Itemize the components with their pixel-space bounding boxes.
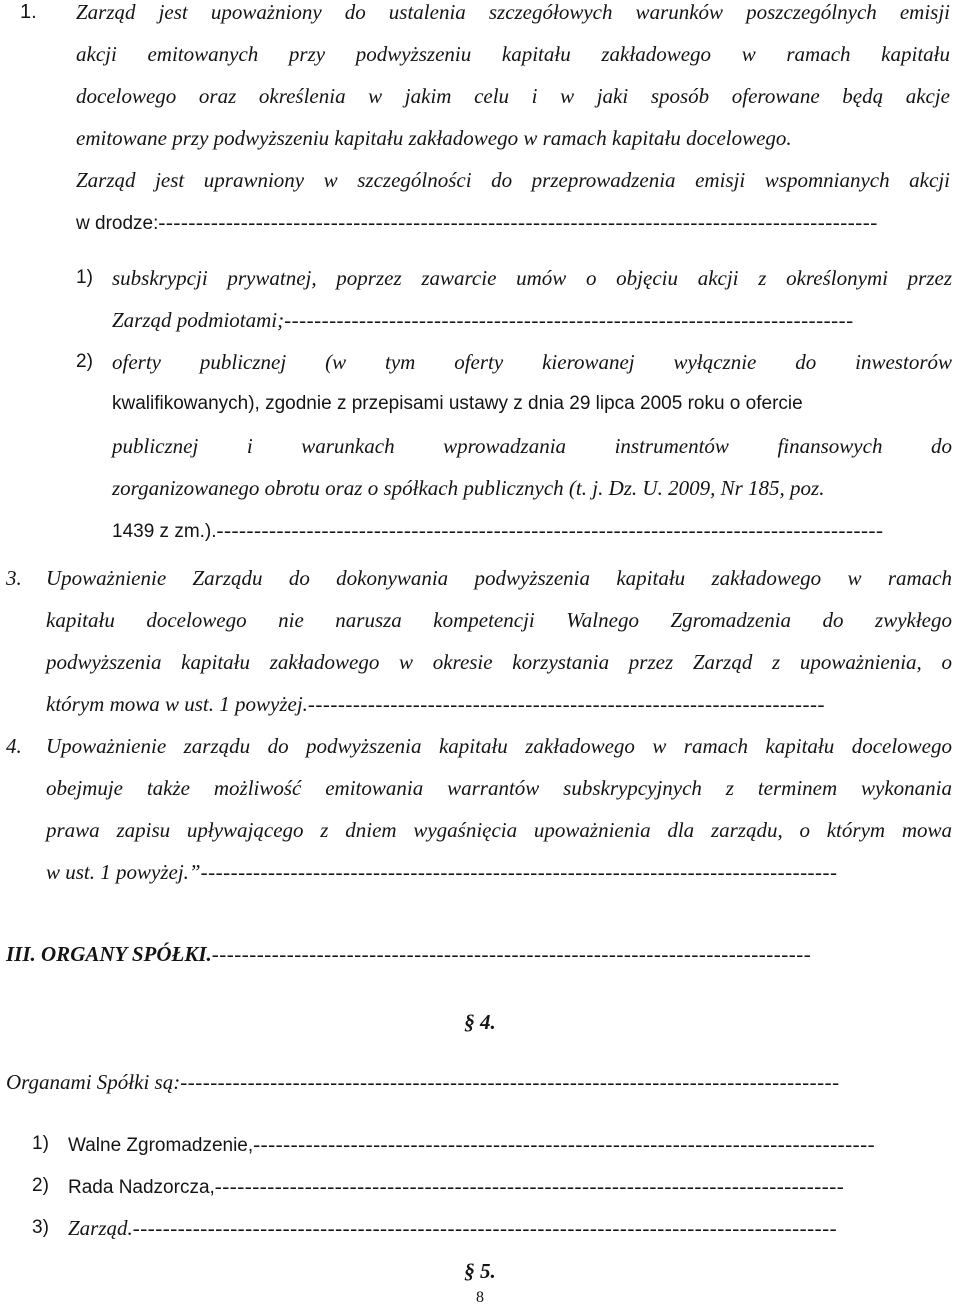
paragraph-4-title: § 4. (464, 1010, 496, 1034)
organ-3 (68, 1216, 837, 1240)
section-heading-text: III. ORGANY SPÓŁKI. (6, 942, 212, 966)
item4-number: 4. (6, 734, 22, 758)
sub2-number: 2) (76, 351, 93, 372)
item1-line5: Zarząd jest uprawniony w szczególności do przeprowadzenia emisji wspomnianych akcji (76, 168, 950, 192)
organs-intro (6, 1070, 840, 1094)
organ-3-number: 3) (32, 1217, 49, 1238)
item1-line3: docelowego oraz określenia w jakim celu i w jaki sposób oferowane będą akcje (76, 84, 950, 108)
sub2-line3: publicznej i warunkach wprowadzania instrumentów finansowych do (112, 434, 952, 458)
organ-1 (68, 1132, 875, 1158)
organ-1-text: Walne Zgromadzenie, (68, 1135, 254, 1156)
sub2-line1: oferty publicznej (w tym oferty kierowanej wyłącznie do inwestorów (112, 350, 952, 374)
item1-dashes: ------------------------------------------------------------------------------------------------ (158, 210, 878, 234)
item3-number: 3. (6, 566, 22, 590)
organ-2 (68, 1174, 844, 1200)
item3-line1: Upoważnienie Zarządu do dokonywania podwyższenia kapitału zakładowego w ramach (46, 566, 952, 590)
item1-number: 1. (20, 1, 37, 23)
item3-line2: kapitału docelowego nie narusza kompetencji Walnego Zgromadzenia do zwykłego (46, 608, 952, 632)
section-heading (6, 942, 811, 966)
page-number: 8 (476, 1289, 484, 1306)
organ-3-text: Zarząd. (68, 1216, 133, 1240)
organs-intro-dashes: ---------------------------------------------------------------------------------------- (180, 1070, 840, 1094)
item3-line4 (46, 692, 825, 716)
item4-line4-text: w ust. 1 powyżej.” (46, 860, 201, 884)
sub1-line2 (112, 308, 854, 332)
sub1-number: 1) (76, 267, 93, 288)
sub1-line1: subskrypcji prywatnej, poprzez zawarcie umów o objęciu akcji z określonymi przez (112, 266, 952, 290)
item1-line4: emitowane przy podwyższeniu kapitału zakładowego w ramach kapitału docelowego. (76, 126, 792, 150)
item4-line1: Upoważnienie zarządu do podwyższenia kapitału zakładowego w ramach kapitału docelowego (46, 734, 952, 758)
paragraph-5-title: § 5. (464, 1259, 496, 1283)
item4-dashes: ------------------------------------------------------------------------------------- (200, 860, 838, 884)
organ-3-dashes: ---------------------------------------------------------------------------------------------- (132, 1216, 838, 1240)
sub1-line2-text: Zarząd podmiotami; (112, 308, 285, 332)
item3-line4-text: którym mowa w ust. 1 powyżej. (46, 692, 308, 716)
item4-line2: obejmuje także możliwość emitowania warrantów subskrypcyjnych z terminem wykonania (46, 776, 952, 800)
sub2-line4: zorganizowanego obrotu oraz o spółkach publicznych (t. j. Dz. U. 2009, Nr 185, poz. (112, 476, 825, 500)
organ-1-dashes: ----------------------------------------------------------------------------------- (253, 1132, 876, 1156)
item4-line3: prawa zapisu upływającego z dniem wygaśnięcia upoważnienia dla zarządu, o którym mowa (46, 818, 952, 842)
organ-2-number: 2) (32, 1175, 49, 1196)
organ-1-number: 1) (32, 1133, 49, 1154)
organ-2-dashes: ------------------------------------------------------------------------------------ (214, 1174, 845, 1198)
item1-line2: akcji emitowanych przy podwyższeniu kapitału zakładowego w ramach kapitału (76, 42, 950, 66)
item1-line1: Zarząd jest upoważniony do ustalenia szczegółowych warunków poszczególnych emisji (76, 0, 950, 24)
item1-line6 (76, 210, 878, 236)
sub2-line5 (112, 518, 883, 544)
sub1-dashes: ---------------------------------------------------------------------------- (284, 308, 854, 332)
sub2-line2: kwalifikowanych), zgodnie z przepisami ustawy z dnia 29 lipca 2005 roku o ofercie (112, 393, 803, 414)
section-heading-dashes: -------------------------------------------------------------------------------- (211, 942, 812, 966)
item3-dashes: --------------------------------------------------------------------- (307, 692, 825, 716)
organ-2-text: Rada Nadzorcza, (68, 1177, 215, 1198)
sub2-line5-text: 1439 z zm.). (112, 521, 217, 542)
item1-last-text: w drodze: (76, 213, 159, 234)
item4-line4 (46, 860, 838, 884)
sub2-dashes: ----------------------------------------------------------------------------------------- (216, 518, 884, 542)
item3-line3: podwyższenia kapitału zakładowego w okresie korzystania przez Zarząd z upoważnienia, o (46, 650, 952, 674)
organs-intro-text: Organami Spółki są: (6, 1070, 181, 1094)
